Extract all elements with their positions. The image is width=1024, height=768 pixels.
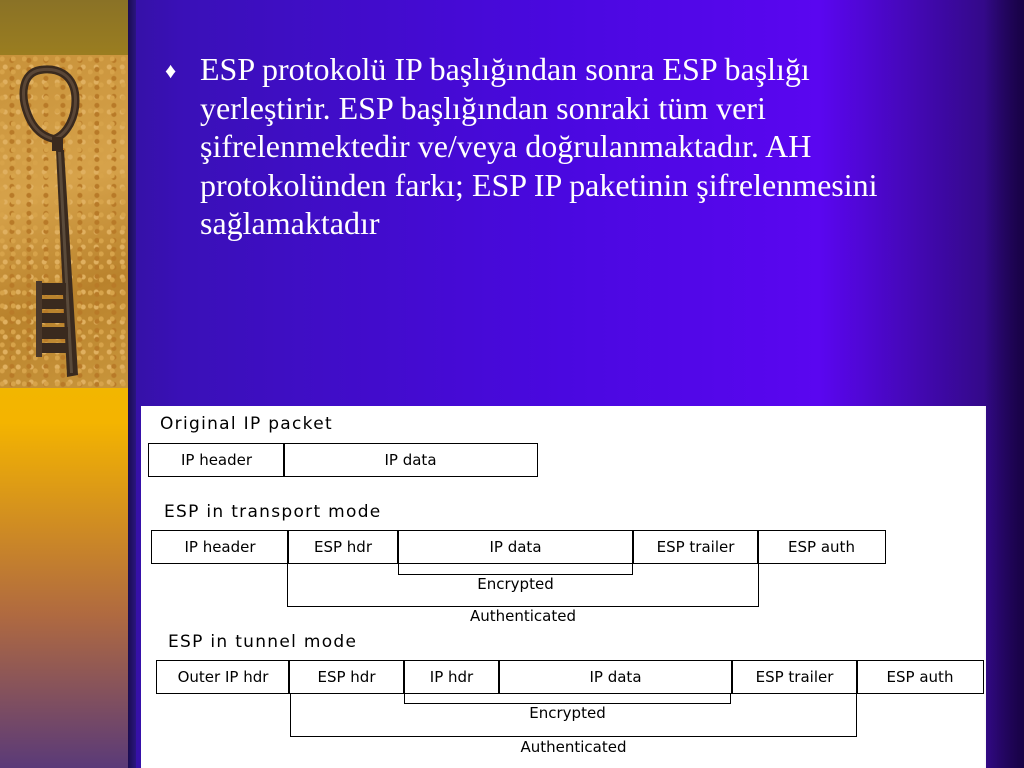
tunnel-ip-data-cell: IP data	[498, 660, 733, 694]
transport-encrypted-label: Encrypted	[477, 575, 554, 593]
key-photo	[0, 55, 128, 388]
transport-esp-hdr-cell: ESP hdr	[287, 530, 399, 564]
transport-esp-trailer-cell: ESP trailer	[632, 530, 759, 564]
transport-ip-data-cell: IP data	[397, 530, 634, 564]
original-ip-data-cell: IP data	[283, 443, 538, 477]
key-icon	[0, 55, 128, 388]
tunnel-outer-ip-hdr-cell: Outer IP hdr	[156, 660, 290, 694]
transport-esp-auth-cell: ESP auth	[757, 530, 886, 564]
bullet-text: ESP protokolü IP başlığından sonra ESP başlığı yerleştirir. ESP başlığından sonraki tüm veri şifrelenmektedir ve/veya doğrulanmaktadır. AH protokolünden farkı; ESP IP paketinin şifrelenmesini sağlamaktadır	[200, 51, 878, 241]
sidebar-gradient	[0, 0, 128, 768]
transport-authenticated-label: Authenticated	[469, 607, 576, 625]
sidebar-edge	[128, 0, 136, 768]
original-ip-header-cell: IP header	[148, 443, 285, 477]
tunnel-authenticated-label: Authenticated	[520, 738, 627, 756]
tunnel-ip-hdr-cell: IP hdr	[403, 660, 500, 694]
transport-ip-header-cell: IP header	[151, 530, 289, 564]
tunnel-esp-auth-cell: ESP auth	[856, 660, 984, 694]
transport-authenticated-bracket	[287, 563, 759, 607]
original-packet-title: Original IP packet	[160, 414, 333, 434]
tunnel-encrypted-label: Encrypted	[529, 704, 606, 722]
esp-diagram	[141, 406, 986, 768]
tunnel-esp-trailer-cell: ESP trailer	[731, 660, 858, 694]
tunnel-mode-title: ESP in tunnel mode	[168, 632, 358, 652]
tunnel-esp-hdr-cell: ESP hdr	[288, 660, 405, 694]
transport-mode-title: ESP in transport mode	[164, 502, 382, 522]
tunnel-authenticated-bracket	[290, 693, 857, 737]
bullet-diamond-icon: ♦	[165, 58, 177, 83]
